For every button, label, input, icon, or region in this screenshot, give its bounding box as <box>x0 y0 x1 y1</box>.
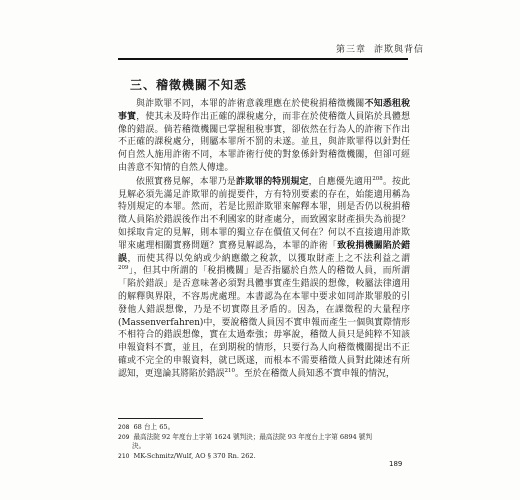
text-run: 。按此見解必須先滿足詐欺罪的前提要件，方有特別要素的存在，始能適用稱為特別規定的本罪。然而，若是比照詐欺罪來解釋本罪，則是否仍以稅捐稽徵人員陷於錯誤後作出不利國家的財產處分，而致國家財產損失為前提？如採取肯定的見解，則本罪的獨立存在價值又何在？何以不直接適用詐欺罪來處理相關實務問題？實務見解認為，本罪的詐術「 <box>118 176 411 251</box>
chapter-label: 第三章 <box>336 45 367 55</box>
footnote-text: 最高法院 92 年度台上字第 1624 號判決；最高法院 93 年度台上字第 6894 號判 <box>133 432 372 441</box>
footnote-number: 210 <box>118 452 130 460</box>
paragraph <box>118 176 410 381</box>
chapter-title: 詐欺與背信 <box>374 45 425 55</box>
footnote-number: 208 <box>118 424 130 431</box>
footnotes <box>118 423 418 461</box>
paragraph <box>118 98 410 175</box>
text-run: ，而使其得以免納或少納應繳之稅款，以獲取財產上之不法利益之謂 <box>127 253 410 264</box>
text-run: 」，但其中所謂的「稅捐機關」是否指屬於自然人的稽徵人員，而所謂「陷於錯誤」是否意味著必須對具體事實產生錯誤的想像，較屬法律適用的解釋與界限，不容馬虎處理。本書認為在本罪中要求如同詐欺罪般的引發他人錯誤想像，乃是不切實際且矛盾的。因為，在課徵程的大量程序(Massenverfahren)中，要說稽徵人員因不實申報而產生一個與實際情形不相符合的錯誤想像，實在太過牽強；毋寧說，稽徵人員只是純粹不知該申報資料不實，並且，在到期稅的情形，只要行為人向稽徵機關提出不正確或不完全的申報資料，就已既遂，而根本不需要稽徵人員對此陳述有所認知，更遑論其將陷於錯誤 <box>118 266 410 379</box>
text-run: 與詐欺罪不同，本罪的詐術意義理應在於使稅捐稽徵機關 <box>136 99 365 109</box>
header-rule <box>118 58 408 60</box>
footnote <box>118 423 418 433</box>
footnote-ref: 208 <box>372 175 383 182</box>
footnote-number: 209 <box>118 433 130 441</box>
text-run: ，使其未及時作出正確的課稅處分，而非在於使稽徵人員陷於具體想像的錯誤。倘若稽徵機關已掌握租稅事實，卻依然在行為人的詐術下作出不正確的課稅處分，則屬本罪所不罰的未遂。並且，與詐欺罪得以針對任何自然人施用詐術不同，本罪詐術行使的對象係針對稽徵機關，但卻可經由善意不知情的自然人傳達。 <box>118 111 411 173</box>
footnote <box>118 433 418 452</box>
text-run: ，自應優先適用 <box>308 176 373 187</box>
text-run: 。至於在稽徵人員知悉不實申報的情況， <box>235 368 395 379</box>
emphasis-text: 致稅捐機關陷於錯誤 <box>118 240 411 264</box>
text-run: 依照實務見解，本罪乃是 <box>136 176 236 187</box>
page-number: 189 <box>389 460 403 468</box>
footnote-ref: 209 <box>118 265 129 272</box>
footnote-text: 決。 <box>132 442 146 450</box>
footnote-rule <box>118 418 203 419</box>
footnote-text: 68 台上 65。 <box>133 423 175 431</box>
emphasis-text: 不知悉租稅事實 <box>118 99 411 122</box>
body-text <box>118 98 410 381</box>
footnote-text: MK-Schmitz/Wulf, AO § 370 Rn. 262. <box>133 451 256 460</box>
footnote-ref: 210 <box>224 367 235 374</box>
section-title: 三、稽徵機關不知悉 <box>130 78 248 92</box>
running-head <box>336 42 432 55</box>
emphasis-text: 詐欺罪的特別規定 <box>235 176 309 187</box>
footnote <box>118 452 418 462</box>
